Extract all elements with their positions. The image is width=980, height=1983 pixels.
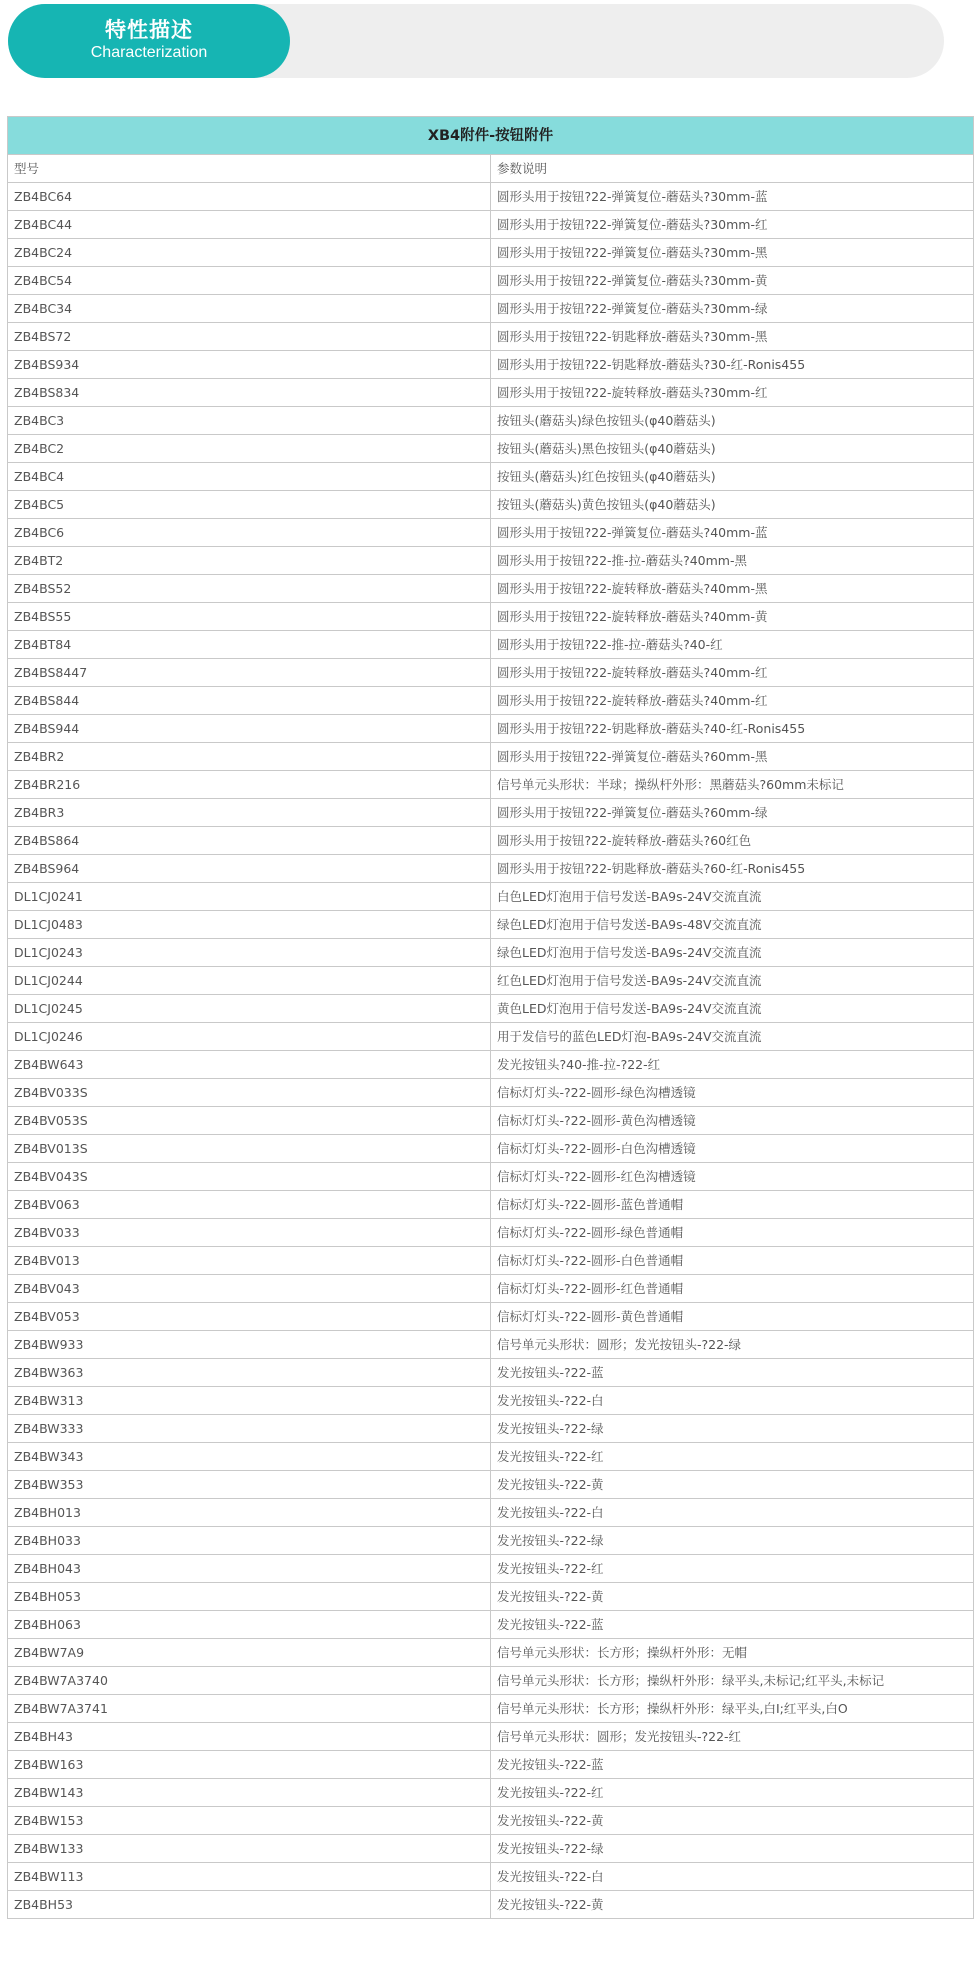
model-cell: ZB4BT84 bbox=[8, 631, 491, 659]
table-row bbox=[8, 1303, 974, 1331]
table-row bbox=[8, 631, 974, 659]
model-cell: ZB4BR2 bbox=[8, 743, 491, 771]
description-cell: 发光按钮头-?22-黄 bbox=[491, 1891, 974, 1919]
table-row bbox=[8, 1471, 974, 1499]
table-row bbox=[8, 463, 974, 491]
table-row bbox=[8, 743, 974, 771]
model-cell: ZB4BT2 bbox=[8, 547, 491, 575]
table-row bbox=[8, 939, 974, 967]
description-cell: 发光按钮头-?22-白 bbox=[491, 1387, 974, 1415]
description-cell: 发光按钮头?40-推-拉-?22-红 bbox=[491, 1051, 974, 1079]
table-row bbox=[8, 379, 974, 407]
table-row bbox=[8, 1695, 974, 1723]
model-cell: ZB4BC64 bbox=[8, 183, 491, 211]
table-row bbox=[8, 1751, 974, 1779]
description-cell: 发光按钮头-?22-白 bbox=[491, 1863, 974, 1891]
table-row bbox=[8, 407, 974, 435]
model-cell: ZB4BW153 bbox=[8, 1807, 491, 1835]
model-cell: ZB4BC3 bbox=[8, 407, 491, 435]
table-row bbox=[8, 1051, 974, 1079]
model-cell: ZB4BV033S bbox=[8, 1079, 491, 1107]
description-cell: 绿色LED灯泡用于信号发送-BA9s-24V交流直流 bbox=[491, 939, 974, 967]
model-cell: DL1CJ0244 bbox=[8, 967, 491, 995]
table-row bbox=[8, 883, 974, 911]
description-cell: 发光按钮头-?22-绿 bbox=[491, 1415, 974, 1443]
model-cell: ZB4BW7A3740 bbox=[8, 1667, 491, 1695]
table-row bbox=[8, 1639, 974, 1667]
table-row bbox=[8, 435, 974, 463]
description-cell: 信标灯灯头-?22-圆形-黄色沟槽透镜 bbox=[491, 1107, 974, 1135]
description-cell: 发光按钮头-?22-黄 bbox=[491, 1583, 974, 1611]
description-cell: 圆形头用于按钮?22-旋转释放-蘑菇头?40mm-红 bbox=[491, 687, 974, 715]
model-cell: ZB4BW933 bbox=[8, 1331, 491, 1359]
description-cell: 圆形头用于按钮?22-钥匙释放-蘑菇头?30-红-Ronis455 bbox=[491, 351, 974, 379]
description-cell: 圆形头用于按钮?22-旋转释放-蘑菇头?40mm-黄 bbox=[491, 603, 974, 631]
description-cell: 按钮头(蘑菇头)黑色按钮头(φ40蘑菇头) bbox=[491, 435, 974, 463]
description-cell: 信号单元头形状：半球；操纵杆外形：黑蘑菇头?60mm未标记 bbox=[491, 771, 974, 799]
table-row bbox=[8, 1079, 974, 1107]
table-row bbox=[8, 1807, 974, 1835]
description-cell: 圆形头用于按钮?22-弹簧复位-蘑菇头?40mm-蓝 bbox=[491, 519, 974, 547]
model-cell: ZB4BW133 bbox=[8, 1835, 491, 1863]
table-row bbox=[8, 1191, 974, 1219]
model-cell: ZB4BH053 bbox=[8, 1583, 491, 1611]
table-row bbox=[8, 267, 974, 295]
accessory-spec-table bbox=[7, 116, 974, 1919]
model-cell: ZB4BS72 bbox=[8, 323, 491, 351]
description-cell: 圆形头用于按钮?22-弹簧复位-蘑菇头?30mm-黑 bbox=[491, 239, 974, 267]
model-cell: ZB4BW7A9 bbox=[8, 1639, 491, 1667]
table-title-row bbox=[8, 117, 974, 155]
model-cell: ZB4BW7A3741 bbox=[8, 1695, 491, 1723]
table-row bbox=[8, 715, 974, 743]
table-row bbox=[8, 1415, 974, 1443]
description-cell: 黄色LED灯泡用于信号发送-BA9s-24V交流直流 bbox=[491, 995, 974, 1023]
table-row bbox=[8, 1611, 974, 1639]
table-row bbox=[8, 239, 974, 267]
model-cell: ZB4BH013 bbox=[8, 1499, 491, 1527]
table-row bbox=[8, 1863, 974, 1891]
description-cell: 发光按钮头-?22-蓝 bbox=[491, 1611, 974, 1639]
table-row bbox=[8, 323, 974, 351]
description-cell: 按钮头(蘑菇头)黄色按钮头(φ40蘑菇头) bbox=[491, 491, 974, 519]
description-cell: 圆形头用于按钮?22-钥匙释放-蘑菇头?60-红-Ronis455 bbox=[491, 855, 974, 883]
description-cell: 发光按钮头-?22-黄 bbox=[491, 1471, 974, 1499]
model-cell: ZB4BV063 bbox=[8, 1191, 491, 1219]
model-cell: DL1CJ0241 bbox=[8, 883, 491, 911]
table-row bbox=[8, 1135, 974, 1163]
table-row bbox=[8, 491, 974, 519]
table-row bbox=[8, 1219, 974, 1247]
description-cell: 圆形头用于按钮?22-旋转释放-蘑菇头?40mm-黑 bbox=[491, 575, 974, 603]
table-row bbox=[8, 1835, 974, 1863]
table-row bbox=[8, 1387, 974, 1415]
table-row bbox=[8, 771, 974, 799]
model-cell: ZB4BW353 bbox=[8, 1471, 491, 1499]
description-cell: 信号单元头形状：圆形；发光按钮头-?22-红 bbox=[491, 1723, 974, 1751]
description-cell: 发光按钮头-?22-蓝 bbox=[491, 1359, 974, 1387]
description-cell: 圆形头用于按钮?22-钥匙释放-蘑菇头?30mm-黑 bbox=[491, 323, 974, 351]
description-cell: 发光按钮头-?22-蓝 bbox=[491, 1751, 974, 1779]
description-cell: 信标灯灯头-?22-圆形-黄色普通帽 bbox=[491, 1303, 974, 1331]
description-cell: 信标灯灯头-?22-圆形-红色沟槽透镜 bbox=[491, 1163, 974, 1191]
model-cell: ZB4BH043 bbox=[8, 1555, 491, 1583]
model-cell: DL1CJ0243 bbox=[8, 939, 491, 967]
column-header-description: 参数说明 bbox=[491, 155, 974, 183]
model-cell: ZB4BS8447 bbox=[8, 659, 491, 687]
description-cell: 圆形头用于按钮?22-弹簧复位-蘑菇头?60mm-绿 bbox=[491, 799, 974, 827]
model-cell: ZB4BW163 bbox=[8, 1751, 491, 1779]
table-row bbox=[8, 799, 974, 827]
model-cell: ZB4BS864 bbox=[8, 827, 491, 855]
description-cell: 发光按钮头-?22-绿 bbox=[491, 1835, 974, 1863]
model-cell: ZB4BC54 bbox=[8, 267, 491, 295]
model-cell: ZB4BW343 bbox=[8, 1443, 491, 1471]
section-subtitle: Characterization bbox=[90, 44, 208, 61]
table-row bbox=[8, 827, 974, 855]
model-cell: ZB4BV043S bbox=[8, 1163, 491, 1191]
table-row bbox=[8, 547, 974, 575]
description-cell: 圆形头用于按钮?22-旋转释放-蘑菇头?40mm-红 bbox=[491, 659, 974, 687]
table-row bbox=[8, 603, 974, 631]
model-cell: ZB4BW113 bbox=[8, 1863, 491, 1891]
description-cell: 发光按钮头-?22-红 bbox=[491, 1555, 974, 1583]
model-cell: ZB4BS844 bbox=[8, 687, 491, 715]
description-cell: 发光按钮头-?22-红 bbox=[491, 1443, 974, 1471]
description-cell: 发光按钮头-?22-绿 bbox=[491, 1527, 974, 1555]
table-row bbox=[8, 1527, 974, 1555]
model-cell: DL1CJ0246 bbox=[8, 1023, 491, 1051]
model-cell: ZB4BV033 bbox=[8, 1219, 491, 1247]
model-cell: ZB4BC34 bbox=[8, 295, 491, 323]
model-cell: ZB4BV053S bbox=[8, 1107, 491, 1135]
section-header-bar bbox=[8, 4, 944, 78]
table-row bbox=[8, 1023, 974, 1051]
description-cell: 信号单元头形状：长方形；操纵杆外形：无帽 bbox=[491, 1639, 974, 1667]
description-cell: 信号单元头形状：圆形；发光按钮头-?22-绿 bbox=[491, 1331, 974, 1359]
table-row bbox=[8, 295, 974, 323]
table-row bbox=[8, 1331, 974, 1359]
table-row bbox=[8, 967, 974, 995]
table-row bbox=[8, 1163, 974, 1191]
description-cell: 圆形头用于按钮?22-推-拉-蘑菇头?40-红 bbox=[491, 631, 974, 659]
model-cell: DL1CJ0483 bbox=[8, 911, 491, 939]
description-cell: 信标灯灯头-?22-圆形-蓝色普通帽 bbox=[491, 1191, 974, 1219]
table-row bbox=[8, 1667, 974, 1695]
model-cell: ZB4BS834 bbox=[8, 379, 491, 407]
description-cell: 圆形头用于按钮?22-弹簧复位-蘑菇头?60mm-黑 bbox=[491, 743, 974, 771]
model-cell: ZB4BS944 bbox=[8, 715, 491, 743]
model-cell: ZB4BS52 bbox=[8, 575, 491, 603]
description-cell: 信号单元头形状：长方形；操纵杆外形：绿平头,未标记;红平头,未标记 bbox=[491, 1667, 974, 1695]
description-cell: 发光按钮头-?22-黄 bbox=[491, 1807, 974, 1835]
model-cell: ZB4BH063 bbox=[8, 1611, 491, 1639]
description-cell: 信标灯灯头-?22-圆形-绿色普通帽 bbox=[491, 1219, 974, 1247]
description-cell: 圆形头用于按钮?22-弹簧复位-蘑菇头?30mm-红 bbox=[491, 211, 974, 239]
table-row bbox=[8, 1779, 974, 1807]
column-header-model: 型号 bbox=[8, 155, 491, 183]
model-cell: ZB4BH43 bbox=[8, 1723, 491, 1751]
description-cell: 绿色LED灯泡用于信号发送-BA9s-48V交流直流 bbox=[491, 911, 974, 939]
description-cell: 红色LED灯泡用于信号发送-BA9s-24V交流直流 bbox=[491, 967, 974, 995]
table-row bbox=[8, 1275, 974, 1303]
model-cell: ZB4BC24 bbox=[8, 239, 491, 267]
description-cell: 按钮头(蘑菇头)红色按钮头(φ40蘑菇头) bbox=[491, 463, 974, 491]
description-cell: 信标灯灯头-?22-圆形-白色沟槽透镜 bbox=[491, 1135, 974, 1163]
model-cell: ZB4BS55 bbox=[8, 603, 491, 631]
table-row bbox=[8, 687, 974, 715]
description-cell: 发光按钮头-?22-白 bbox=[491, 1499, 974, 1527]
table-row bbox=[8, 519, 974, 547]
model-cell: ZB4BS964 bbox=[8, 855, 491, 883]
model-cell: ZB4BW643 bbox=[8, 1051, 491, 1079]
description-cell: 信标灯灯头-?22-圆形-绿色沟槽透镜 bbox=[491, 1079, 974, 1107]
description-cell: 圆形头用于按钮?22-弹簧复位-蘑菇头?30mm-蓝 bbox=[491, 183, 974, 211]
table-row bbox=[8, 351, 974, 379]
description-cell: 圆形头用于按钮?22-旋转释放-蘑菇头?30mm-红 bbox=[491, 379, 974, 407]
table-row bbox=[8, 183, 974, 211]
model-cell: ZB4BR3 bbox=[8, 799, 491, 827]
model-cell: ZB4BV013 bbox=[8, 1247, 491, 1275]
model-cell: ZB4BC6 bbox=[8, 519, 491, 547]
table-row bbox=[8, 1107, 974, 1135]
description-cell: 圆形头用于按钮?22-弹簧复位-蘑菇头?30mm-黄 bbox=[491, 267, 974, 295]
table-row bbox=[8, 1891, 974, 1919]
model-cell: ZB4BW363 bbox=[8, 1359, 491, 1387]
table-row bbox=[8, 1359, 974, 1387]
model-cell: ZB4BR216 bbox=[8, 771, 491, 799]
description-cell: 用于发信号的蓝色LED灯泡-BA9s-24V交流直流 bbox=[491, 1023, 974, 1051]
table-row bbox=[8, 911, 974, 939]
model-cell: ZB4BH033 bbox=[8, 1527, 491, 1555]
table-row bbox=[8, 1247, 974, 1275]
model-cell: ZB4BW333 bbox=[8, 1415, 491, 1443]
model-cell: ZB4BS934 bbox=[8, 351, 491, 379]
model-cell: ZB4BC5 bbox=[8, 491, 491, 519]
table-row bbox=[8, 659, 974, 687]
table-row bbox=[8, 855, 974, 883]
table-column-header-row bbox=[8, 155, 974, 183]
description-cell: 白色LED灯泡用于信号发送-BA9s-24V交流直流 bbox=[491, 883, 974, 911]
description-cell: 信标灯灯头-?22-圆形-红色普通帽 bbox=[491, 1275, 974, 1303]
table-row bbox=[8, 211, 974, 239]
model-cell: ZB4BC4 bbox=[8, 463, 491, 491]
table-row bbox=[8, 1583, 974, 1611]
description-cell: 按钮头(蘑菇头)绿色按钮头(φ40蘑菇头) bbox=[491, 407, 974, 435]
description-cell: 信标灯灯头-?22-圆形-白色普通帽 bbox=[491, 1247, 974, 1275]
table-row bbox=[8, 1443, 974, 1471]
model-cell: ZB4BV013S bbox=[8, 1135, 491, 1163]
description-cell: 圆形头用于按钮?22-旋转释放-蘑菇头?60红色 bbox=[491, 827, 974, 855]
section-title: 特性描述 bbox=[105, 18, 193, 42]
description-cell: 信号单元头形状：长方形；操纵杆外形：绿平头,白I;红平头,白O bbox=[491, 1695, 974, 1723]
table-row bbox=[8, 1499, 974, 1527]
model-cell: DL1CJ0245 bbox=[8, 995, 491, 1023]
table-row bbox=[8, 575, 974, 603]
table-row bbox=[8, 1555, 974, 1583]
model-cell: ZB4BV043 bbox=[8, 1275, 491, 1303]
model-cell: ZB4BW313 bbox=[8, 1387, 491, 1415]
table-title: XB4附件-按钮附件 bbox=[8, 117, 974, 155]
description-cell: 圆形头用于按钮?22-推-拉-蘑菇头?40mm-黑 bbox=[491, 547, 974, 575]
model-cell: ZB4BC44 bbox=[8, 211, 491, 239]
model-cell: ZB4BW143 bbox=[8, 1779, 491, 1807]
model-cell: ZB4BH53 bbox=[8, 1891, 491, 1919]
description-cell: 圆形头用于按钮?22-弹簧复位-蘑菇头?30mm-绿 bbox=[491, 295, 974, 323]
model-cell: ZB4BC2 bbox=[8, 435, 491, 463]
description-cell: 圆形头用于按钮?22-钥匙释放-蘑菇头?40-红-Ronis455 bbox=[491, 715, 974, 743]
model-cell: ZB4BV053 bbox=[8, 1303, 491, 1331]
section-header-pill bbox=[8, 4, 290, 78]
description-cell: 发光按钮头-?22-红 bbox=[491, 1779, 974, 1807]
table-row bbox=[8, 995, 974, 1023]
table-row bbox=[8, 1723, 974, 1751]
